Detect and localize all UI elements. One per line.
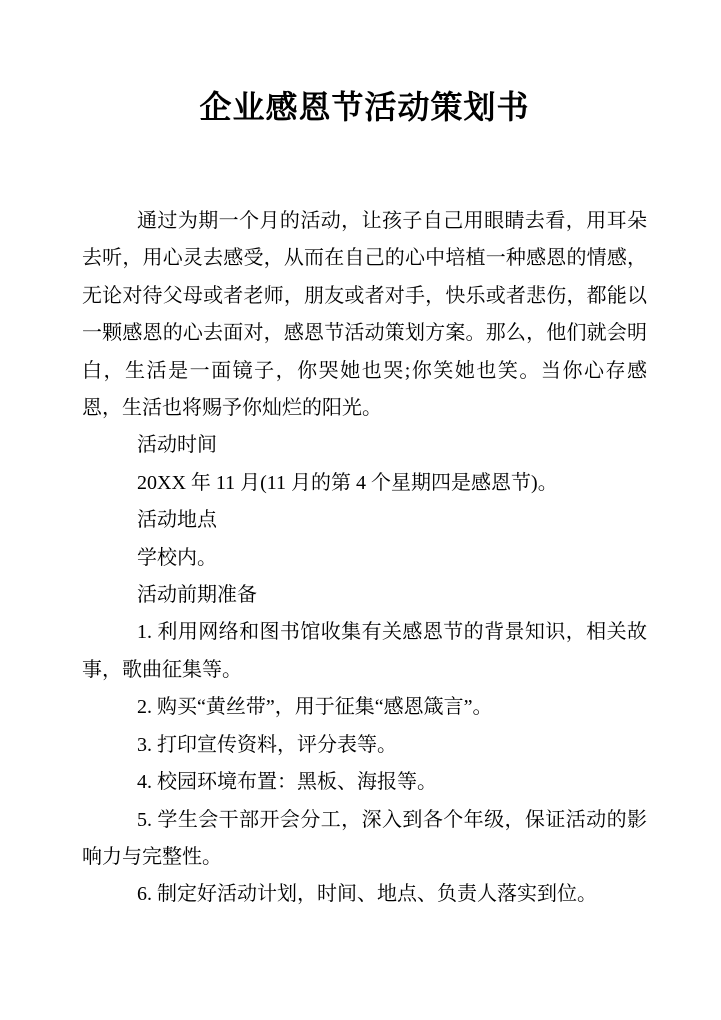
document-body	[82, 203, 647, 914]
list-item-6: 6. 制定好活动计划，时间、地点、负责人落实到位。	[137, 883, 597, 906]
list-item-4: 4. 校园环境布置：黑板、海报等。	[137, 771, 437, 794]
list-item-5: 5. 学生会干部开会分工，深入到各个年级，保证活动的影响力与完整性。	[82, 808, 647, 868]
paragraph-activity-location: 学校内。	[137, 546, 217, 569]
heading-activity-time: 活动时间	[137, 434, 217, 457]
paragraph-activity-time: 20XX 年 11 月(11 月的第 4 个星期四是感恩节)。	[137, 471, 558, 494]
list-item-1: 1. 利用网络和图书馆收集有关感恩节的背景知识，相关故事，歌曲征集等。	[82, 621, 647, 681]
document-title: 企业感恩节活动策划书	[199, 89, 530, 125]
list-item-2: 2. 购买“黄丝带”，用于征集“感恩箴言”。	[137, 696, 493, 719]
heading-preparation: 活动前期准备	[137, 584, 257, 607]
list-item-3: 3. 打印宣传资料，评分表等。	[137, 733, 397, 756]
paragraph-introduction: 通过为期一个月的活动，让孩子自己用眼睛去看，用耳朵去听，用心灵去感受，从而在自己的心中培植一种感恩的情感，无论对待父母或者老师，朋友或者对手，快乐或者悲伤，都能以一颗感恩的心去面对，感恩节活动策划方案。那么，他们就会明白，生活是一面镜子，你哭她也哭;你笑她也笑。当你心存感恩，生活也将赐予你灿烂的阳光。	[82, 210, 647, 420]
heading-activity-location: 活动地点	[137, 509, 217, 532]
document-content	[82, 0, 647, 914]
